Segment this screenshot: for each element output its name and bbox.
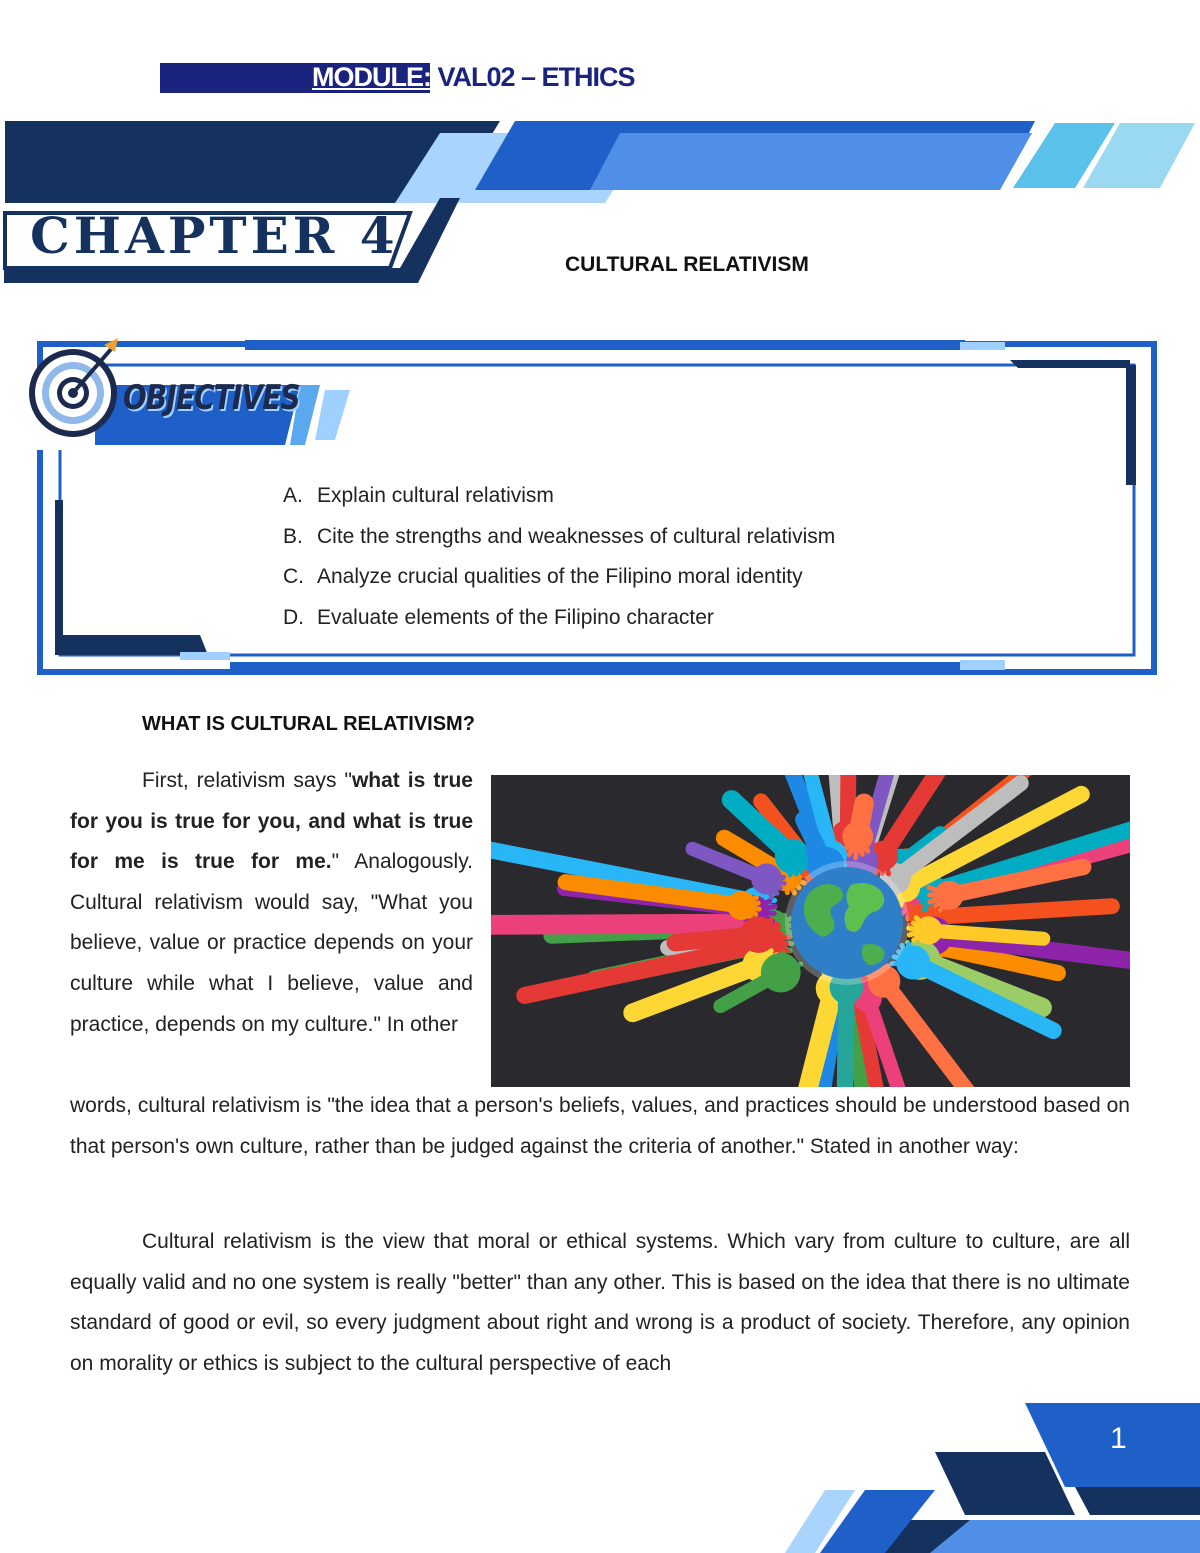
objective-item: D. Evaluate elements of the Filipino character xyxy=(283,605,714,629)
objectives-list xyxy=(283,476,835,638)
objectives-heading: OBJECTIVES xyxy=(123,378,300,418)
module-code: VAL02 – ETHICS xyxy=(430,62,635,92)
objective-item: C. Analyze crucial qualities of the Filipino moral identity xyxy=(283,565,803,588)
footer-decoration xyxy=(740,1395,1200,1553)
paragraph-intro-continued: words, cultural relativism is "the idea that a person's beliefs, values, and practices should be understood based on that person's own culture, rather than be judged against the criteria of another." Stated in another way: xyxy=(70,1094,1130,1158)
chapter-title: CHAPTER 4 xyxy=(30,206,399,265)
chapter-subtitle: CULTURAL RELATIVISM xyxy=(565,253,809,276)
hand-finger xyxy=(781,972,798,973)
paragraph-intro: First, relativism says "what is true for you is true for you, and what is true for me is true for me." Analogously. Cultural relativism would say, "What you believe, value or practice depends on your culture while what I believe, value and practice, depends on my culture." In other xyxy=(70,769,473,1036)
section-heading: WHAT IS CULTURAL RELATIVISM? xyxy=(142,713,475,735)
hands-globe-image xyxy=(491,775,1130,1087)
quote-emphasis: what is true for you is true for you, and what is true for me is true for me. xyxy=(70,769,473,874)
module-label: MODULE: xyxy=(312,62,431,92)
hand-arm xyxy=(928,930,1043,938)
paragraph-definition: Cultural relativism is the view that moral or ethical systems. Which vary from culture to culture, are all equally valid and no one system is really "better" than any other. This is based on the idea that there is no ultimate standard of good or evil, so every judgment about right and wrong is a product of society. Therefore, any opinion on morality or ethics is subject to the cultural perspective of each xyxy=(70,1230,1130,1375)
objective-item: A. Explain cultural relativism xyxy=(283,484,554,507)
hand-finger xyxy=(790,856,792,874)
module-header xyxy=(312,62,635,93)
objective-item: B. Cite the strengths and weaknesses of cultural relativism xyxy=(283,524,836,548)
page-number: 1 xyxy=(1110,1422,1127,1455)
hand-arm xyxy=(491,924,750,925)
